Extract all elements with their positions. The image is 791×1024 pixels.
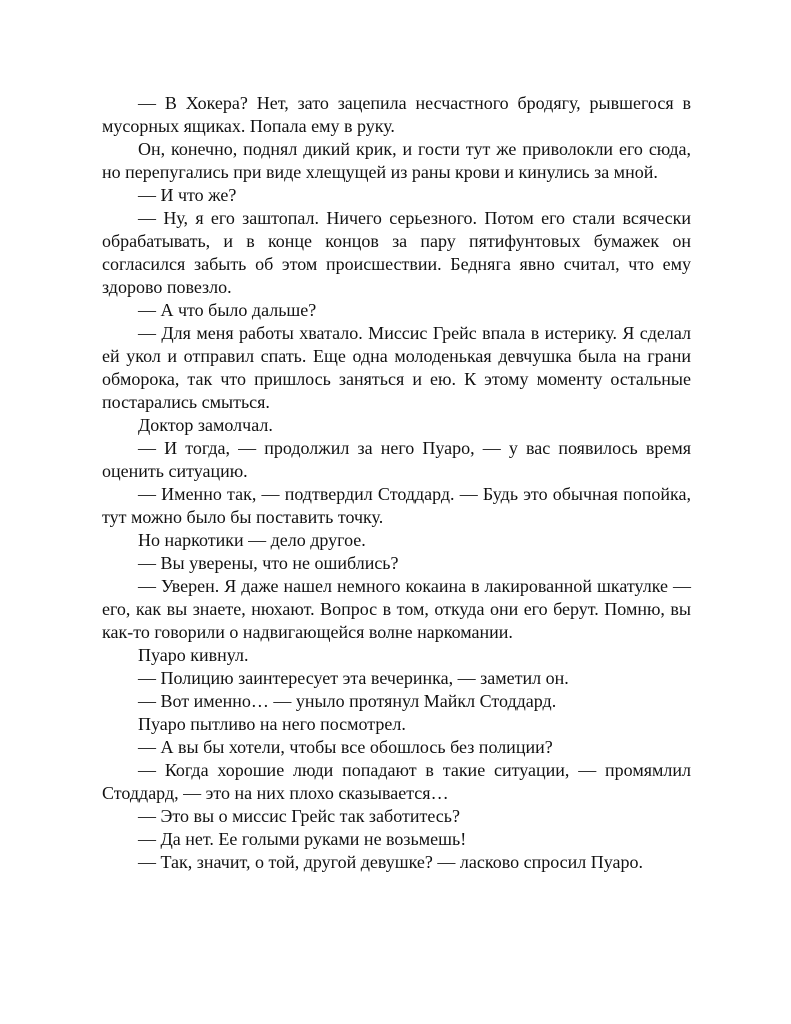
paragraph-8: — И тогда, — продолжил за него Пуаро, — у вас появилось время оценить ситуацию. — [102, 438, 691, 481]
paragraph-4: — Ну, я его заштопал. Ничего серьезного. Потом его стали всячески обрабатывать, и в конце концов за пару пятифунтовых бумажек он согласился забыть об этом происшествии. Бедняга явно считал, что ему здорово повезло. — [102, 208, 691, 297]
paragraph-19: — Это вы о миссис Грейс так заботитесь? — [138, 806, 460, 826]
paragraph-1: — В Хокера? Нет, зато зацепила несчастного бродягу, рывшегося в мусорных ящиках. Попала ему в руку. — [102, 93, 691, 136]
paragraph-3: — И что же? — [138, 185, 237, 205]
paragraph-14: — Полицию заинтересует эта вечеринка, — заметил он. — [138, 668, 569, 688]
paragraph-12: — Уверен. Я даже нашел немного кокаина в лакированной шкатулке — его, как вы знаете, нюхают. Вопрос в том, откуда они его берут. Помню, вы как-то говорили о надвигающейся волне наркомании. — [102, 576, 691, 642]
paragraph-18: — Когда хорошие люди попадают в такие ситуации, — промямлил Стоддард, — это на них плохо сказывается… — [102, 760, 691, 803]
paragraph-9: — Именно так, — подтвердил Стоддард. — Будь это обычная попойка, тут можно было бы поставить точку. — [102, 484, 691, 527]
paragraph-11: — Вы уверены, что не ошиблись? — [138, 553, 399, 573]
paragraph-17: — А вы бы хотели, чтобы все обошлось без полиции? — [138, 737, 553, 757]
paragraph-10: Но наркотики — дело другое. — [138, 530, 366, 550]
paragraph-5: — А что было дальше? — [138, 300, 317, 320]
paragraph-21: — Так, значит, о той, другой девушке? — ласково спросил Пуаро. — [138, 852, 644, 872]
paragraph-13: Пуаро кивнул. — [138, 645, 249, 665]
paragraph-16: Пуаро пытливо на него посмотрел. — [138, 714, 406, 734]
paragraph-15: — Вот именно… — уныло протянул Майкл Стоддард. — [138, 691, 557, 711]
document-page — [102, 92, 691, 874]
paragraph-2: Он, конечно, поднял дикий крик, и гости тут же приволокли его сюда, но перепугались при виде хлещущей из раны крови и кинулись за мной. — [102, 139, 691, 182]
paragraph-6: — Для меня работы хватало. Миссис Грейс впала в истерику. Я сделал ей укол и отправил спать. Еще одна молоденькая девчушка была на грани обморока, так что пришлось заняться и ею. К этому моменту остальные постарались смыться. — [102, 323, 691, 412]
paragraph-20: — Да нет. Ее голыми руками не возьмешь! — [138, 829, 467, 849]
paragraph-7: Доктор замолчал. — [138, 415, 273, 435]
